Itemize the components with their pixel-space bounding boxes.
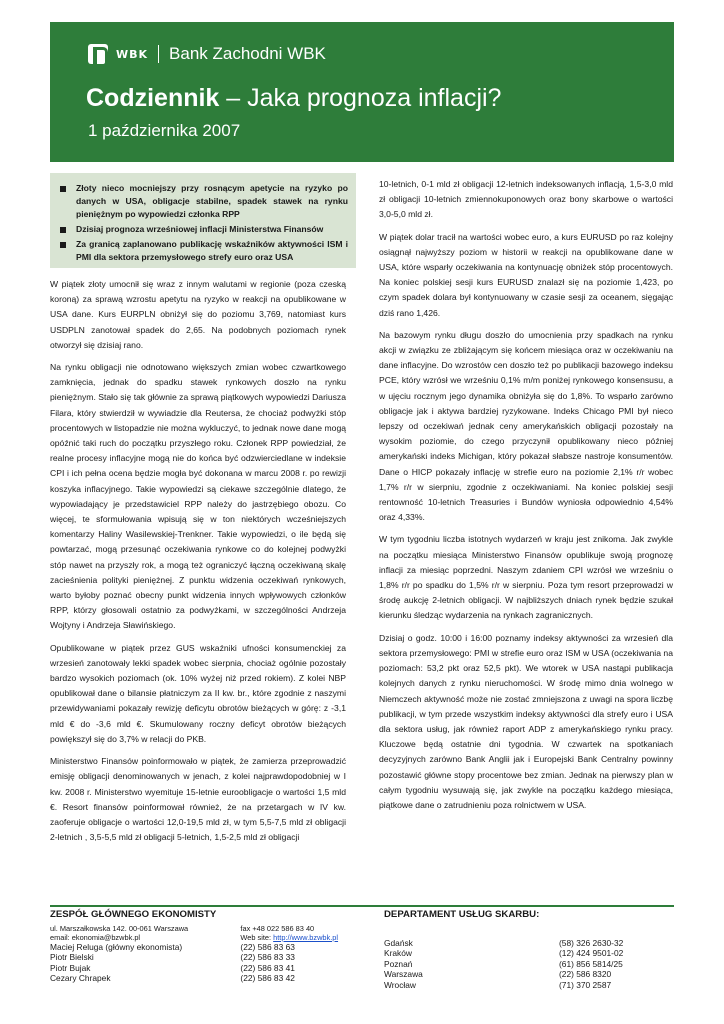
report-title-bold: Codziennik	[86, 84, 220, 112]
footer-spacer	[384, 924, 674, 938]
office-city: Gdańsk	[384, 937, 413, 948]
team-member-name: Piotr Bujak	[50, 962, 91, 973]
office-city: Poznań	[384, 958, 413, 969]
office-phone: (12) 424 9501-02	[559, 948, 624, 959]
highlights-box	[50, 173, 356, 268]
left-column	[50, 277, 346, 852]
right-column	[379, 177, 673, 820]
footer-fax: fax +48 022 586 83 40	[240, 923, 315, 933]
footer-email: email: ekonomia@bzwbk.pl	[50, 932, 141, 942]
article-paragraph: Ministerstwo Finansów poinformowało w piątek, że zamierza przeprowadzić emisję obligacji denominowanych w jenach, z kolei najprawdopodobniej w I kw. 2008 r. Ministerstwo wyemituje 15-letnie euroobligacje o wartości 1,5 mld €. Resort finansów poinformował również, że na przetargach w IV kw. zaoferuje obligacje o wartości 12,0-19,5 mld zł, w tym 5,5-7,5 mld zł obligacji 2-letnich , 3,5-5,5 mld zł obligacji 5-letnich, 1,5-2,5 mld zł obligacji	[50, 756, 346, 843]
team-member-phone: (22) 586 83 33	[240, 952, 295, 963]
report-title	[86, 84, 501, 113]
office-row	[384, 959, 674, 970]
article-paragraph: W tym tygodniu liczba istotnych wydarzeń w kraju jest znikoma. Jak zwykle na początku miesiąca Ministerstwo Finansów opublikuje swoją prognozę inflacji za miesiąc poprzedni. Naszym zdaniem CPI wzrósł we wrześniu o 1,8% r/r po spadku do 1,5% r/r w sierpniu. Poza tym resort przeprowadzi w środę aukcję 2-letnich obligacji. W najbliższych dniach rynek będzie szukał kierunku śledząc wydarzenia na rynkach zagranicznych.	[379, 534, 673, 621]
article-paragraph: Dzisiaj o godz. 10:00 i 16:00 poznamy indeksy aktywności za wrzesień dla sektora przemysłowego: PMI w strefie euro oraz ISM w USA (oczekiwania na poziomach: 53,2 pkt oraz 52,5 pkt). We wtorek w USA nastąpi publikacja kolejnych danych z rynku nieruchomości. W środę mimo dnia wolnego w Niemczech aktywność może nie zostać zmniejszona z uwagi na spora liczbę publikacji, w tym przede wszystkim indeksy aktywności dla strefy euro i USA dla sektora usług, jak również raport ADP z amerykańskiego rynku pracy. Kluczowe będą ostatnie dni tygodnia. W czwartek na spotkaniach decyzyjnych zarówno Bank Anglii jak i Europejski Bank Centralny powinny pozostawić główne stopy procentowe bez zmian. Jednak na pierwszy plan w całym tygodniu wysuwają się, jak zwykle na początku każdego miesiąca, piątkowe dane o zatrudnieniu poza rolnictwem w USA.	[379, 632, 673, 810]
office-city: Warszawa	[384, 969, 423, 980]
office-phone: (58) 326 2630-32	[559, 937, 624, 948]
square-bullet-icon	[60, 186, 66, 192]
highlight-item	[58, 182, 348, 221]
square-bullet-icon	[60, 227, 66, 233]
footer-address: ul. Marszałkowska 142. 00-061 Warszawa	[50, 923, 189, 933]
highlight-text: Złoty nieco mocniejszy przy rosnącym apetycie na ryzyko po danych w USA, obligacje stabilne, spadek stawek na rynku pieniężnym po wypowiedzi członka RPP	[76, 183, 348, 219]
article-paragraph: W piątek dolar tracił na wartości wobec euro, a kurs EURUSD po raz kolejny osiągnął najwyższy poziom w historii w reakcji na opublikowane dane w USA, które wsparły oczekiwania na kontynuację obniżek stóp procentowych. Na koniec polskiej sesji kurs EURUSD znalazł się na poziomie 1,423, po czym spadek dolara był kontynuowany w czasie sesji za oceanem, sięgając dziś rano 1,426.	[379, 231, 673, 318]
footer-treasury-title: DEPARTAMENT USŁUG SKARBU:	[384, 909, 540, 920]
logo-divider	[158, 45, 159, 63]
footer-address-row	[50, 924, 370, 933]
office-phone: (22) 586 8320	[559, 969, 612, 980]
office-phone: (61) 856 5814/25	[559, 958, 623, 969]
bank-logo	[88, 44, 326, 64]
report-date: 1 października 2007	[88, 121, 241, 140]
office-phone: (71) 370 2587	[559, 979, 612, 990]
bank-name: Bank Zachodni WBK	[169, 44, 326, 63]
office-row	[384, 938, 674, 949]
office-city: Kraków	[384, 948, 412, 959]
economist-team-contacts	[50, 910, 370, 984]
article-paragraph: W piątek złoty umocnił się wraz z innym walutami w regionie (poza czeską koroną) za sprawą wzrostu apetytu na ryzyko w reakcji na opublikowane w USA dane. Kurs EURPLN obniżył się do poziomu 3,769, natomiast kurs USDPLN zanotował spadek do 2,65. Na podobnych poziomach rynek otworzył się dzisiaj rano.	[50, 279, 346, 350]
report-title-rest: – Jaka prognoza inflacji?	[219, 84, 502, 112]
footer-website	[240, 933, 370, 942]
team-member-phone: (22) 586 83 63	[240, 941, 295, 952]
footer-team-title: ZESPÓŁ GŁÓWNEGO EKONOMISTY	[50, 909, 217, 920]
treasury-department-contacts	[384, 910, 674, 991]
team-member-row	[50, 963, 370, 974]
highlight-text: Dzisiaj prognoza wrześniowej inflacji Ministerstwa Finansów	[76, 224, 324, 234]
office-row	[384, 948, 674, 959]
logo-wordmark: WBK	[116, 47, 149, 61]
team-member-row	[50, 952, 370, 963]
team-member-name: Piotr Bielski	[50, 952, 94, 963]
footer-contact-row	[50, 933, 370, 942]
bank-logo-icon	[88, 44, 108, 64]
team-member-name: Cezary Chrapek	[50, 973, 111, 984]
office-row	[384, 980, 674, 991]
team-member-row	[50, 973, 370, 984]
highlight-text: Za granicą zaplanowano publikację wskaźników aktywności ISM i PMI dla sektora przemysłowego strefy euro oraz USA	[76, 239, 348, 262]
highlight-item	[58, 223, 348, 236]
report-header	[50, 22, 674, 162]
footer-web-label: Web site:	[240, 932, 274, 942]
square-bullet-icon	[60, 242, 66, 248]
team-member-name: Maciej Reluga (główny ekonomista)	[50, 941, 183, 952]
team-member-phone: (22) 586 83 41	[240, 962, 295, 973]
team-member-phone: (22) 586 83 42	[240, 973, 295, 984]
team-member-row	[50, 942, 370, 953]
footer-web-link[interactable]: http://www.bzwbk.pl	[273, 932, 339, 942]
article-paragraph: Na bazowym rynku długu doszło do umocnienia przy spadkach na rynku akcji w związku ze zbliżającym się końcem miesiąca oraz w oczekiwaniu na dane inflacyjne. Do wzrostów cen doszło też po publikacji bazowego indeksu PCE, który wzrósł we wrześniu 0,1% m/m poniżej rynkowego konsensusu, a w ujęciu rocznym jego dynamika obniżyła się do 1,8%. To wsparło zarówno obligacje jak i aktywa bardziej ryzykowane. Indeks Chicago PMI był nieco lepszy od oczekiwań jednak ceny amerykańskich obligacji pozostały na wysokim poziomie, do czego przyczynił opublikowany nieco później amerykański indeks Michigan, który pokazał słabsze nastroje konsumentów. Dane o HICP pokazały inflację w strefie euro na poziomie 2,1% r/r wobec 1,7% r/r w sierpniu, zgodnie z oczekiwaniami. Na koniec polskiej sesji rentowność 10-letnich Treasuries i Bundów wyniosła odpowiednio 4,54% oraz 4,33%.	[379, 329, 673, 523]
office-row	[384, 969, 674, 980]
highlight-item	[58, 238, 348, 264]
article-paragraph: Opublikowane w piątek przez GUS wskaźniki ufności konsumenckiej za wrzesień zanotowały lekki spadek wobec sierpnia, chociaż ogólnie pozostały bardzo wysokich poziomach (ok. 10% wyżej niż przed rokiem). Z kolei NBP opublikował dane o bilansie płatniczym za II kw. br., które zgodnie z naszymi przewidywaniami pokazały rewizję deficytu obrotów bieżących w górę: z -3,1 mld € do -3,6 mld €. Skumulowany roczny deficyt obrotów bieżących powiększył się do 3,7% w relacji do PKB.	[50, 642, 346, 744]
footer-divider	[50, 905, 674, 907]
article-paragraph: Na rynku obligacji nie odnotowano większych zmian wobec czwartkowego zamknięcia, jednak do spadku stawek rynkowych doszło na rynku pieniężnym. Stało się tak głównie za sprawą piątkowych wypowiedzi Dariusza Filara, który stwierdził w wywiadzie dla Reutersa, że chociaż podwyżki stóp procentowych w listopadzie nie można wykluczyć, to jednak nowe dane mogą opóźnić taki ruch do początku przyszłego roku. Członek RPP powiedział, że realne procesy inflacyjne mogą nie do końca być odzwierciedlane w indeksie CPI i ich pełna ocena będzie mogła być dokonana w marcu 2008 r. po rewizji koszyka inflacyjnego. Takie wypowiedzi są ciekawe szczególnie dlatego, że wypowiadający je przedstawiciel RPP należy do jastrzębiego obozu. Co więcej, te sformułowania wpisują się w ton niektórych wcześniejszych komentarzy Haliny Wasilewskiej-Trenkner. Takie wypowiedzi, o ile będą się powtarzać, mogą przesunąć oczekiwania rynkowe co do kolejnej podwyżki stóp nawet na przyszły rok, a mogą też ograniczyć łączną oczekiwaną skalę zacieśnienia polityki pieniężnej. Z punktu widzenia oczekiwań rynkowych, warto byłoby poznać obecny punkt widzenia innych wpływowych członków RPP, którzy głosowali ostatnio za podwyżkami, w szczególności Andrzeja Wojtyny i Andrzeja Sławińskiego.	[50, 362, 346, 631]
article-paragraph: 10-letnich, 0-1 mld zł obligacji 12-letnich indeksowanych inflacją, 1,5-3,0 mld zł obligacji 10-letnich zmiennokuponowych oraz bony skarbowe o wartości 3,0-5,0 mld zł.	[379, 179, 673, 220]
office-city: Wrocław	[384, 979, 416, 990]
